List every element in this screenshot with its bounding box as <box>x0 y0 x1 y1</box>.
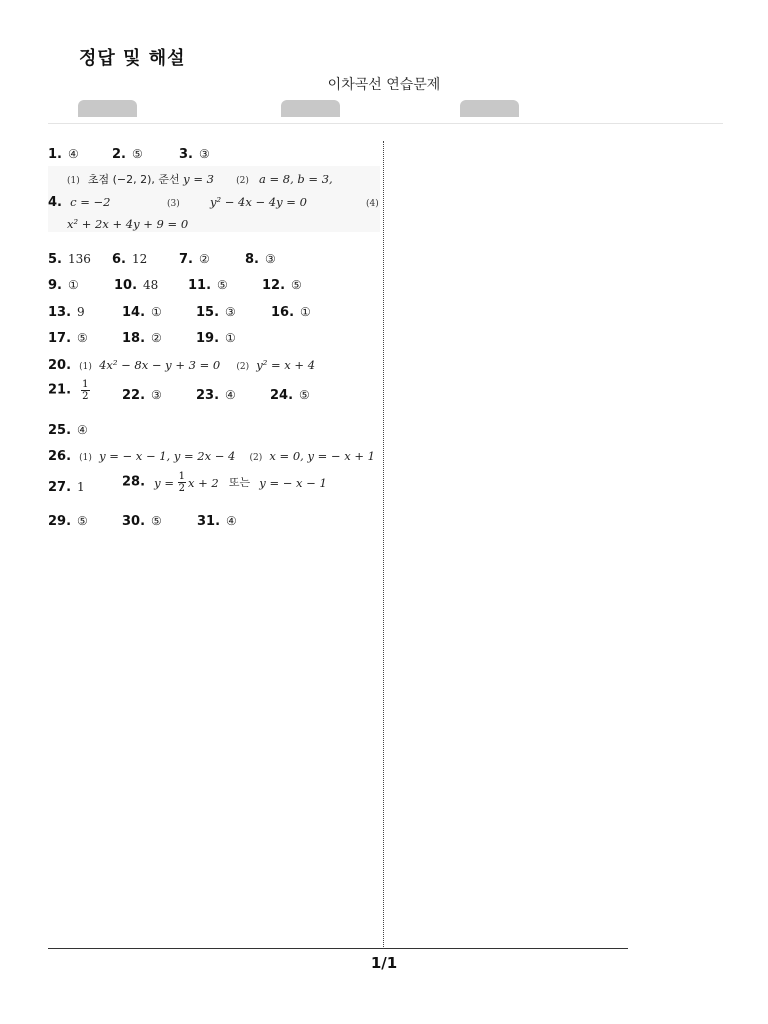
answer-28: 28. y = $\frac{1}{2}$ x + 2 또는 y = − x − 1 <box>122 471 327 494</box>
answer-27: 27. 1 <box>48 480 85 495</box>
answer-17: 17. ⑤ <box>48 331 88 346</box>
answer-29: 29. ⑤ <box>48 514 88 529</box>
answer-15: 15. ③ <box>196 305 236 320</box>
answer-13: 13. 9 <box>48 305 85 320</box>
header-tab-3 <box>460 100 519 117</box>
answer-7: 7. ② <box>179 252 210 267</box>
answer-4-line-3: x² + 2x + 4y + 9 = 0 <box>67 217 189 231</box>
answer-22: 22. ③ <box>122 388 162 403</box>
header-divider <box>48 123 723 124</box>
answer-30: 30. ⑤ <box>122 514 162 529</box>
page-number: 1/1 <box>370 954 398 972</box>
answer-25: 25. ④ <box>48 423 88 438</box>
answer-11: 11. ⑤ <box>188 278 228 293</box>
answer-8: 8. ③ <box>245 252 276 267</box>
answer-4-line-2: 4. c = −2 (3) y² − 4x − 4y = 0 (4) <box>48 195 379 210</box>
answer-9: 9. ① <box>48 278 79 293</box>
answer-26: 26. (1) y = − x − 1, y = 2x − 4 (2) x = 0, y = − x + 1 <box>48 449 375 464</box>
answer-16: 16. ① <box>271 305 311 320</box>
answer-23: 23. ④ <box>196 388 236 403</box>
answer-31: 31. ④ <box>197 514 237 529</box>
fraction-one-half: $\frac{1}{2}$ <box>178 471 185 494</box>
answer-5: 5. 136 <box>48 252 91 267</box>
answer-14: 14. ① <box>122 305 162 320</box>
answer-3: 3. ③ <box>179 147 210 162</box>
answer-19: 19. ① <box>196 331 236 346</box>
answer-12: 12. ⑤ <box>262 278 302 293</box>
answer-10: 10. 48 <box>114 278 159 293</box>
answer-21: 21. $\frac{1}{2}$ <box>48 379 89 402</box>
answer-4-line-1: (1) 초점 (−2, 2), 준선 y = 3 (2) a = 8, b = 3, <box>67 172 333 186</box>
header-tab-2 <box>281 100 340 117</box>
answer-24: 24. ⑤ <box>270 388 310 403</box>
document-subtitle: 이차곡선 연습문제 <box>327 77 441 93</box>
header-tab-1 <box>78 100 137 117</box>
answer-1: 1. ④ <box>48 147 79 162</box>
answer-6: 6. 12 <box>112 252 148 267</box>
footer-divider <box>48 948 628 949</box>
column-divider <box>383 141 384 949</box>
answer-18: 18. ② <box>122 331 162 346</box>
answer-20: 20. (1) 4x² − 8x − y + 3 = 0 (2) y² = x + 4 <box>48 358 316 373</box>
fraction-one-half: $\frac{1}{2}$ <box>82 379 89 402</box>
answer-2: 2. ⑤ <box>112 147 143 162</box>
page-title: 정답 및 해설 <box>79 48 186 69</box>
answer-4-number: 4. <box>48 195 62 210</box>
